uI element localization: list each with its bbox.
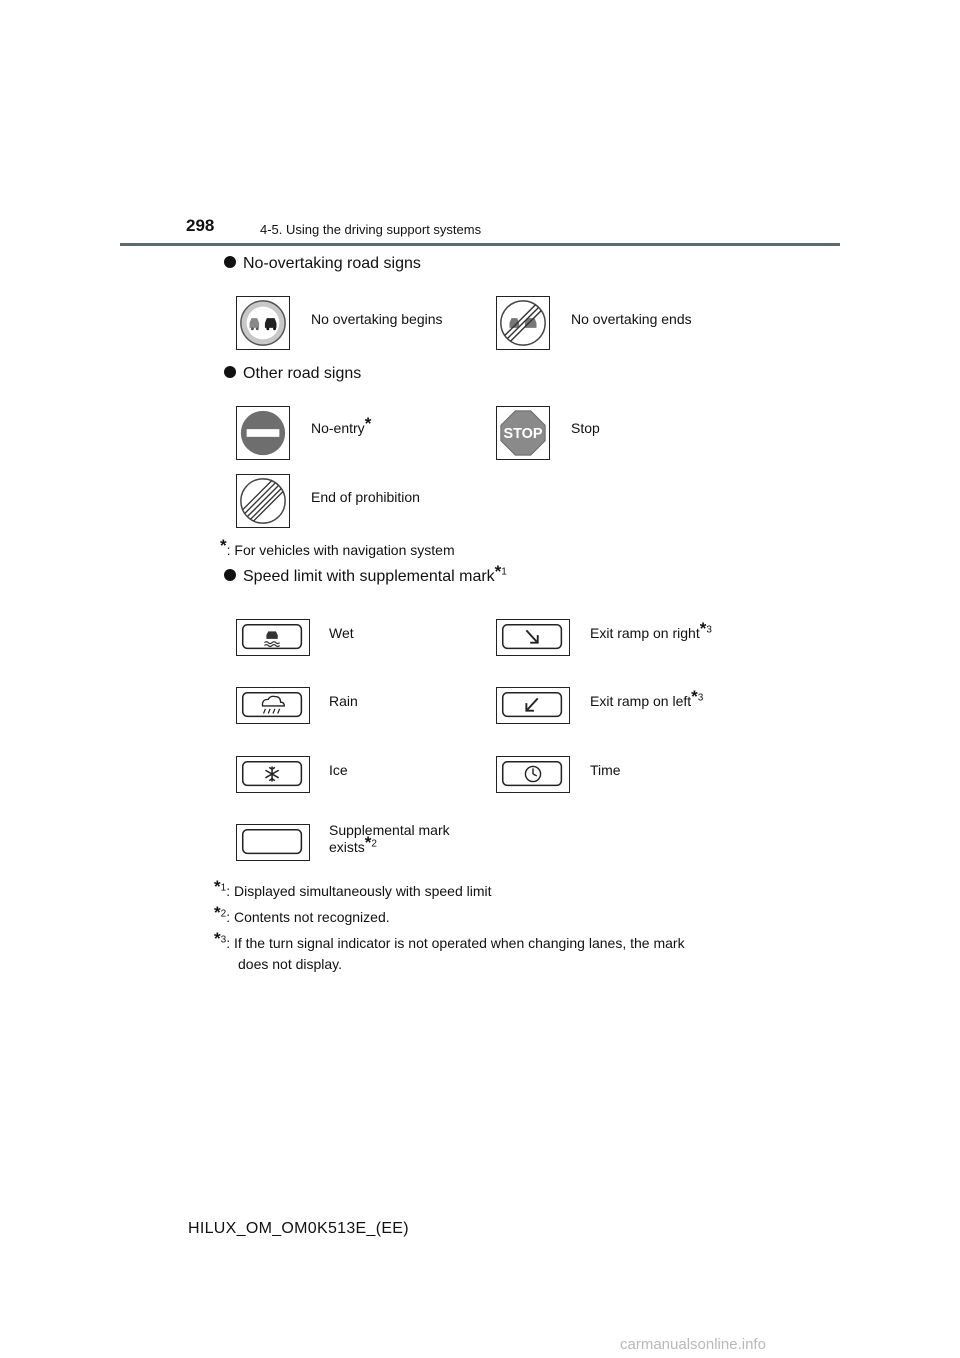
no-overtaking-ends-label: No overtaking ends (571, 311, 692, 327)
exit-left-icon (496, 687, 570, 724)
wet-icon (236, 619, 310, 656)
note-2: *$^2$: Contents not recognized. (214, 903, 390, 925)
exit-left-label: Exit ramp on left*$^3$ (590, 687, 704, 709)
no-overtaking-begins-icon (236, 296, 290, 350)
note-3-continued: does not display. (238, 956, 343, 972)
rain-label: Rain (329, 693, 358, 709)
no-overtaking-heading: No-overtaking road signs (224, 255, 421, 273)
ice-label: Ice (329, 762, 348, 778)
time-label: Time (590, 762, 621, 778)
no-entry-label: No-entry* (311, 414, 372, 436)
section-title: 4-5. Using the driving support systems (260, 222, 482, 237)
stop-sign-text: STOP (503, 425, 543, 442)
exit-right-icon (496, 619, 570, 656)
document-id: HILUX_OM_OM0K513E_(EE) (188, 1220, 409, 1237)
bullet-icon (224, 256, 236, 268)
end-of-prohibition-icon (236, 474, 290, 528)
rain-icon (236, 687, 310, 724)
header-rule (120, 243, 840, 246)
end-of-prohibition-label: End of prohibition (311, 489, 420, 505)
stop-sign-icon (496, 406, 550, 460)
note-1: *$^1$: Displayed simultaneously with speed limit (214, 877, 492, 899)
supplemental-exists-label: Supplemental mark exists*$^2$ (329, 822, 450, 855)
other-signs-heading: Other road signs (224, 365, 361, 383)
supplemental-heading: Speed limit with supplemental mark*$^1$ (224, 568, 507, 586)
navigation-footnote: *: For vehicles with navigation system (220, 536, 455, 558)
time-icon (496, 756, 570, 793)
no-entry-icon (236, 406, 290, 460)
exit-right-label: Exit ramp on right*$^3$ (590, 619, 712, 641)
page-number: 298 (186, 216, 215, 235)
supplemental-blank-icon (236, 824, 310, 861)
note-3: *$^3$: If the turn signal indicator is not operated when changing lanes, the mark (214, 929, 685, 951)
wet-label: Wet (329, 625, 354, 641)
bullet-icon (224, 366, 236, 378)
no-overtaking-ends-icon (496, 296, 550, 350)
ice-icon (236, 756, 310, 793)
watermark: carmanualsonline.info (620, 1336, 766, 1353)
stop-label: Stop (571, 420, 600, 436)
no-overtaking-begins-label: No overtaking begins (311, 311, 443, 327)
bullet-icon (224, 569, 236, 581)
